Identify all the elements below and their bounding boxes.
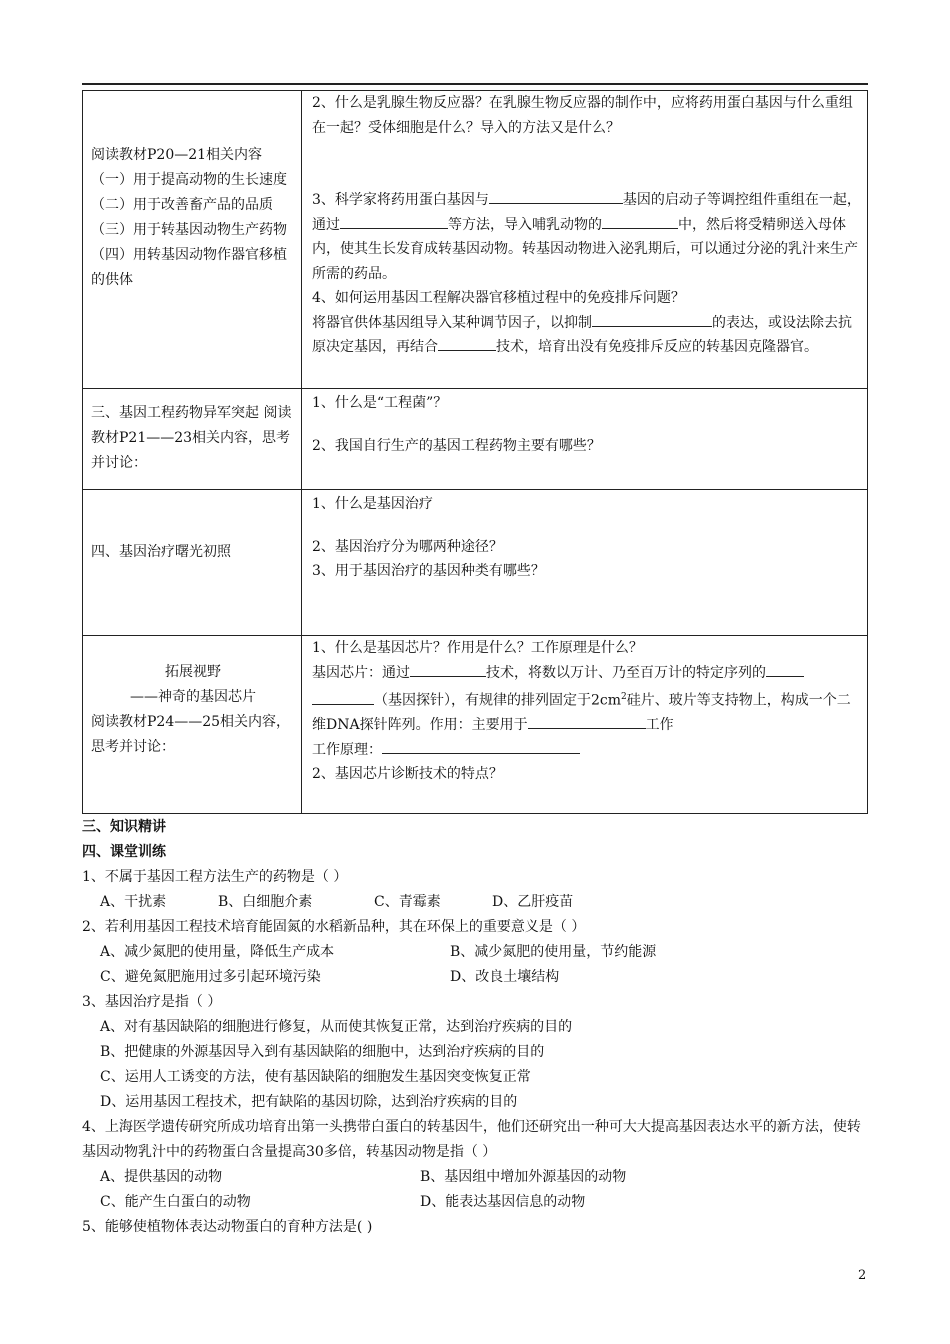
answer-blank[interactable]: [382, 739, 580, 754]
row1-left-line: （二）用于改善畜产品的品质: [91, 197, 273, 213]
question-text: 2、什么是乳腺生物反应器？在乳腺生物反应器的制作中，应将药用蛋白基因与什么重组在一起？受体细胞是什么？导入的方法又是什么？: [312, 95, 853, 136]
text-part: 基因的启动子等调控组件重组在一起，通过: [312, 192, 861, 233]
text-part: 中，然后将受精卵送入母体内，使其生长发育成转基因动物。转基因动物进入泌乳期后，可以通过分泌的乳汁来生产所需的药品。: [312, 216, 858, 282]
fill-in-question: [312, 661, 861, 738]
row4-left-subtitle: ——神奇的基因芯片: [130, 689, 256, 705]
options-row: [82, 1190, 872, 1215]
answer-blank[interactable]: [766, 662, 804, 677]
section-heading: 四、课堂训练: [82, 844, 166, 860]
row1-left-line: 阅读教材P20—21相关内容: [91, 147, 263, 163]
exercise-section: [82, 815, 872, 1240]
study-table: [82, 90, 868, 814]
options-row: [82, 940, 872, 965]
table-row: [83, 636, 868, 814]
option[interactable]: C、避免氮肥施用过多引起环境污染: [100, 969, 321, 985]
row1-left-line: （一）用于提高动物的生长速度: [91, 172, 287, 188]
text-part: 将器官供体基因组导入某种调节因子，以抑制: [312, 314, 592, 331]
answer-blank[interactable]: [592, 312, 712, 327]
text-part: 硅片、玻片等支持物上，构成一个二维DNA探针阵列。作用：主要用于: [312, 692, 851, 734]
option[interactable]: A、减少氮肥的使用量，降低生产成本: [100, 944, 335, 960]
text-part: （基因探针），有规律的排列固定于2cm: [374, 692, 622, 709]
table-row: [83, 389, 868, 490]
row2-left-text: 三、基因工程药物异军突起 阅读教材P21——23相关内容，思考并讨论：: [91, 405, 292, 471]
page-number: 2: [858, 1268, 867, 1283]
answer-blank[interactable]: [528, 714, 646, 729]
row3-right-cell: [302, 490, 868, 636]
row2-right-cell: [302, 389, 868, 490]
option[interactable]: B、减少氮肥的使用量，节约能源: [450, 944, 657, 960]
question-text: 1、什么是基因芯片？作用是什么？工作原理是什么？: [312, 640, 643, 656]
question-stem: 4、上海医学遗传研究所成功培育出第一头携带白蛋白的转基因牛，他们还研究出一种可大大提高基因表达水平的新方法，使转基因动物乳汁中的药物蛋白含量提高30多倍，转基因动物是指（ ）: [82, 1119, 861, 1160]
question-stem: 1、不属于基因工程方法生产的药物是（ ）: [82, 869, 348, 885]
answer-blank[interactable]: [340, 214, 448, 229]
option[interactable]: D、改良土壤结构: [450, 969, 560, 985]
fill-in-question: [312, 188, 861, 286]
fill-in-question: [312, 311, 861, 360]
question-text: 1、什么是基因治疗: [312, 496, 433, 512]
row1-right-cell: [302, 91, 868, 389]
text-part: 工作原理：: [312, 741, 382, 758]
option[interactable]: B、基因组中增加外源基因的动物: [420, 1169, 627, 1185]
question-text: 2、基因治疗分为哪两种途径？: [312, 538, 503, 555]
answer-blank[interactable]: [312, 690, 374, 705]
text-part: 3、科学家将药用蛋白基因与: [312, 192, 489, 208]
question-text: 2、我国自行生产的基因工程药物主要有哪些？: [312, 437, 601, 454]
text-part: 技术，培育出没有免疫排斥反应的转基因克隆器官。: [496, 339, 818, 355]
question-stem: 2、若利用基因工程技术培育能固氮的水稻新品种，其在环保上的重要意义是（ ）: [82, 919, 586, 935]
text-part: 技术，将数以万计、乃至百万计的特定序列的: [486, 664, 766, 681]
answer-blank[interactable]: [489, 189, 623, 204]
text-part: 等方法，导入哺乳动物的: [448, 216, 602, 233]
fill-in-question: [312, 738, 861, 763]
option[interactable]: B、白细胞介素: [218, 894, 313, 910]
question-stem: 3、基因治疗是指（ ）: [82, 994, 222, 1010]
option[interactable]: C、能产生白蛋白的动物: [100, 1194, 251, 1210]
section-heading: 三、知识精讲: [82, 819, 166, 835]
row3-left-cell: [83, 490, 302, 636]
text-part: 工作: [645, 717, 674, 734]
option[interactable]: A、对有基因缺陷的细胞进行修复，从而使其恢复正常，达到治疗疾病的目的: [100, 1019, 573, 1035]
table-row: [83, 490, 868, 636]
option[interactable]: D、运用基因工程技术，把有缺陷的基因切除，达到治疗疾病的目的: [100, 1094, 518, 1110]
top-rule: [82, 83, 868, 85]
row1-left-line: （三）用于转基因动物生产药物: [91, 222, 287, 238]
row1-left-cell: [83, 91, 302, 389]
question-text: 4、如何运用基因工程解决器官移植过程中的免疫排斥问题？: [312, 290, 685, 306]
option[interactable]: A、干扰素: [100, 894, 167, 910]
table-row: [83, 91, 868, 389]
question-text: 3、用于基因治疗的基因种类有哪些？: [312, 563, 545, 579]
text-part: 基因芯片：通过: [312, 664, 410, 681]
superscript: 2: [621, 692, 627, 702]
question-text: 1、什么是“工程菌”？: [312, 395, 448, 411]
row4-left-title: 拓展视野: [165, 664, 221, 680]
option[interactable]: C、青霉素: [374, 894, 441, 910]
option[interactable]: D、乙肝疫苗: [492, 894, 574, 910]
row4-left-cell: [83, 636, 302, 814]
row2-left-cell: [83, 389, 302, 490]
option[interactable]: D、能表达基因信息的动物: [420, 1194, 586, 1210]
row3-left-text: 四、基因治疗曙光初照: [91, 544, 231, 560]
option[interactable]: C、运用人工诱变的方法，使有基因缺陷的细胞发生基因突变恢复正常: [100, 1069, 531, 1085]
question-text: 2、基因芯片诊断技术的特点？: [312, 766, 503, 783]
options-row: [82, 1165, 872, 1190]
row4-right-cell: [302, 636, 868, 814]
option[interactable]: A、提供基因的动物: [100, 1169, 223, 1185]
answer-blank[interactable]: [438, 336, 496, 351]
options-row: [82, 965, 872, 990]
answer-blank[interactable]: [602, 214, 678, 229]
row1-left-line: （四）用转基因动物作器官移植的供体: [91, 247, 287, 288]
row4-left-text: 阅读教材P24——25相关内容，思考并讨论：: [91, 714, 291, 755]
answer-blank[interactable]: [410, 662, 486, 677]
text-part: 的表达，或设法除去抗原决定基因，再结合: [312, 314, 852, 355]
option[interactable]: B、把健康的外源基因导入到有基因缺陷的细胞中，达到治疗疾病的目的: [100, 1044, 545, 1060]
question-stem: 5、能够使植物体表达动物蛋白的育种方法是( ): [82, 1219, 373, 1235]
options-row: [82, 890, 872, 915]
